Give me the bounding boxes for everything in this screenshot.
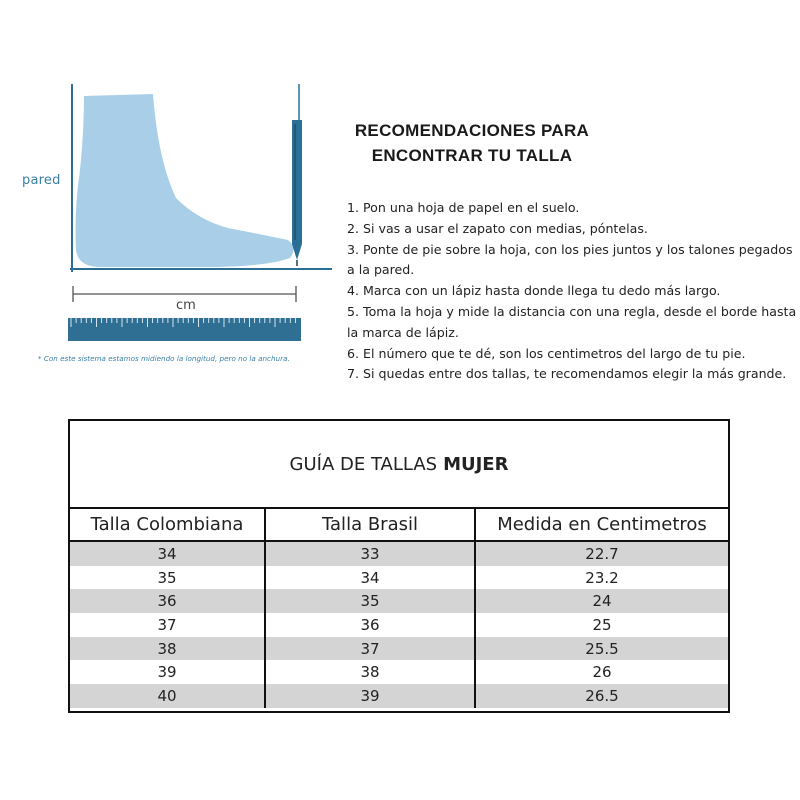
instruction-line: 4. Marca con un lápiz hasta donde llega tu dedo más largo. bbox=[347, 283, 721, 299]
foot-measurement-illustration bbox=[18, 80, 338, 380]
size-guide-title bbox=[70, 421, 728, 509]
size-guide-title-gender: MUJER bbox=[443, 453, 509, 475]
foot-diagram bbox=[18, 80, 338, 380]
size-guide-table bbox=[68, 419, 730, 713]
instruction-line: 1. Pon una hoja de papel en el suelo. bbox=[347, 200, 580, 215]
table-cell: 37 bbox=[70, 613, 265, 637]
wall-label: pared bbox=[22, 173, 61, 188]
table-cell: 23.2 bbox=[585, 568, 619, 587]
measure-unit-label: cm bbox=[176, 298, 196, 313]
instruction-line: a la pared. bbox=[347, 262, 415, 278]
header-colombian-size: Talla Colombiana bbox=[70, 509, 265, 541]
table-cell: 37 bbox=[265, 637, 475, 661]
header-brazil-size: Talla Brasil bbox=[265, 509, 475, 541]
table-cell: 35 bbox=[70, 566, 265, 590]
instructions-title-line1: RECOMENDACIONES PARA bbox=[354, 121, 590, 140]
instruction-line: 7. Si quedas entre dos tallas, te recomendamos elegir la más grande. bbox=[347, 366, 787, 382]
size-table bbox=[70, 509, 728, 708]
header-measure-cm: Medida en Centimetros bbox=[475, 509, 728, 541]
table-row bbox=[70, 589, 728, 613]
ruler-icon bbox=[68, 318, 301, 341]
instructions-title bbox=[340, 118, 604, 168]
table-cell: 22.7 bbox=[475, 541, 728, 566]
table-row bbox=[70, 613, 728, 637]
table-cell: 34 bbox=[70, 541, 265, 566]
table-header-row bbox=[70, 509, 728, 541]
instruction-line: 6. El número que te dé, son los centimetros del largo de tu pie. bbox=[347, 345, 746, 361]
table-row bbox=[70, 684, 728, 708]
table-cell: 34 bbox=[265, 566, 475, 590]
table-row bbox=[70, 637, 728, 661]
table-cell: 33 bbox=[265, 541, 475, 566]
table-cell: 39 bbox=[265, 684, 475, 708]
instructions-title-line2: ENCONTRAR TU TALLA bbox=[371, 146, 573, 165]
table-row bbox=[70, 660, 728, 684]
table-cell: 36 bbox=[70, 589, 265, 613]
table-cell: 38 bbox=[265, 660, 475, 684]
table-row bbox=[70, 566, 728, 590]
pencil-icon bbox=[292, 84, 302, 266]
table-cell: 25 bbox=[592, 615, 612, 634]
table-cell: 40 bbox=[70, 684, 265, 708]
table-cell: 36 bbox=[265, 613, 475, 637]
instruction-line: 2. Si vas a usar el zapato con medias, póntelas. bbox=[347, 220, 648, 236]
instruction-line: 3. Ponte de pie sobre la hoja, con los pies juntos y los talones pegados bbox=[347, 241, 793, 257]
instruction-line: la marca de lápiz. bbox=[347, 324, 459, 340]
table-cell: 39 bbox=[70, 660, 265, 684]
table-cell: 24 bbox=[475, 589, 728, 613]
size-guide-title-prefix: GUÍA DE TALLAS bbox=[289, 453, 438, 475]
instructions-list bbox=[347, 198, 797, 385]
foot-icon bbox=[76, 94, 294, 267]
table-cell: 35 bbox=[265, 589, 475, 613]
illustration-footnote: * Con este sistema estamos midiendo la longitud, pero no la anchura. bbox=[38, 354, 290, 363]
table-cell: 25.5 bbox=[475, 637, 728, 661]
instruction-line: 5. Toma la hoja y mide la distancia con una regla, desde el borde hasta bbox=[347, 303, 797, 319]
table-cell: 26 bbox=[592, 663, 612, 682]
table-cell: 26.5 bbox=[475, 684, 728, 708]
table-cell: 38 bbox=[70, 637, 265, 661]
table-row bbox=[70, 541, 728, 566]
